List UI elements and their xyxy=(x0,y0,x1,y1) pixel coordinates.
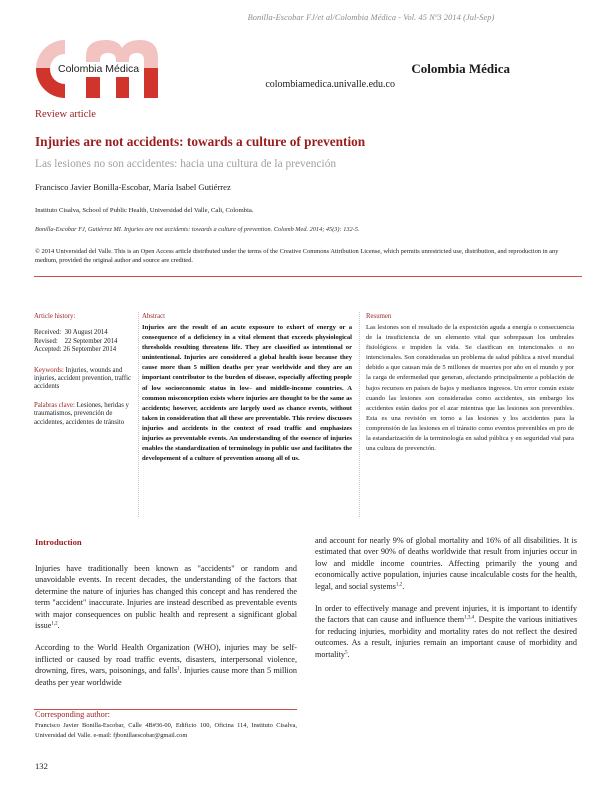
palabras-label: Palabras clave: xyxy=(34,401,75,409)
palabras-value: Lesiones, heridas y traumatismos, prevención de accidentes, accidentes de tránsito xyxy=(34,401,129,426)
column-separator xyxy=(138,312,139,517)
keywords xyxy=(34,367,134,392)
citation: Bonilla-Escobar FJ, Gutiérrez MI. Injuries are not accidents: towards a culture of prevention. Colomb Med. 2014; 45(3): 132-5. xyxy=(35,226,360,233)
history-accepted: Accepted: 26 September 2014 xyxy=(34,346,117,354)
journal-logo xyxy=(34,38,158,100)
journal-url[interactable]: colombiamedica.univalle.edu.co xyxy=(265,79,395,90)
article-title: Injuries are not accidents: towards a culture of prevention xyxy=(35,134,366,149)
running-head: Bonilla-Escobar FJ/et al/Colombia Médica - Vol. 45 Nº3 2014 (Jul-Sep) xyxy=(247,13,495,22)
abstract-heading: Abstract xyxy=(142,313,166,320)
article-title-spanish: Las lesiones no son accidentes: hacia una cultura de la prevención xyxy=(35,158,337,170)
history-list xyxy=(34,329,134,354)
authors: Francisco Javier Bonilla-Escobar, María Isabel Gutiérrez xyxy=(35,182,231,192)
paragraph: According to the World Health Organization (WHO), injuries may be self-inflicted or caused by road traffic events, disasters, interpersonal violence, drowning, fires, wars, poisonings, and falls$^1$. Injuries cause more than 5 million deaths per year worldwide xyxy=(35,643,297,687)
paragraph: In order to effectively manage and prevent injuries, it is important to identify the factors that can cause and influence them$^{1,3,4}$. Despite the various initiatives for reducing injuries, morbidity and mortality rates do not reflect the desired outcomes. As a result, injuries remain an important cause of morbidity and mortality$^5$. xyxy=(315,604,577,659)
introduction-heading: Introduction xyxy=(35,537,82,547)
header-divider xyxy=(34,276,582,277)
resumen-heading: Resumen xyxy=(366,313,392,320)
history-heading: Article history: xyxy=(34,313,76,320)
paragraph: and account for nearly 9% of global mortality and 16% of all disabilities. It is estimated that over 90% of deaths worldwide that result from injuries occur in low and middle income countries. Affecting primarily the young and economically active population, injuries cause incalculable costs for the health, legal, and social systems$^{1,2}$. xyxy=(315,536,577,591)
affiliation: Instituto Cisalva, School of Public Health, Universidad del Valle, Cali, Colombia. xyxy=(35,207,254,214)
abstract-english xyxy=(142,312,352,464)
history-revised: Revised: 22 September 2014 xyxy=(34,337,118,345)
resumen-text: Las lesiones son el resultado de la exposición aguda a energía o consecuencia de la insuficiencia de un elemento vital que sobrepasan los umbrales fisiológicos e impiden la vida. Se clasifican en intencionales o no intencionales. Son consideradas un problema de salud pública a nivel mundial debido a que causan más de 5 millones de muertes por año en el mundo y por la carga de enfermedad que generan, afectando principalmente a población de bajos recursos en países de bajos y medianos ingresos. Un error común existe cuando las lesiones son consideradas como accidentes, sin embargo los accidentes están dados por el azar mientras que las lesiones son prevenibles. Esta es una revisión en torno a las lesiones y los accidentes para la comprensión de las lesiones en el tránsito como eventos prevenibles en pro de la estandarización de la terminología en salud pública y en seguridad vial para una cultura de prevención. xyxy=(366,324,574,453)
keywords-label: Keywords: xyxy=(34,366,64,374)
keywords-value: Injuries, wounds and injuries, accident prevention, traffic accidents xyxy=(34,366,132,391)
logo-text: Colombia Médica xyxy=(58,63,140,75)
corresponding-author-details: Francisco Javier Bonilla-Escobar, Calle 4B#36-00, Edificio 100, Oficina 114, Instituto Cisalva, Universidad del Valle. e-mail: fjbonillaescobar@gmail.com xyxy=(35,722,297,739)
license-notice: © 2014 Universidad del Valle. This is an Open Access article distributed under the terms of the Creative Commons Attribution License, which permits unrestricted use, distribution, and reproduction in any medium, provided the original author and source are credited. xyxy=(35,248,559,264)
column-separator xyxy=(359,312,360,517)
history-received: Received: 30 August 2014 xyxy=(34,329,108,337)
article-type: Review article xyxy=(35,109,96,120)
article-info-sidebar xyxy=(34,313,134,427)
palabras-clave xyxy=(34,402,134,427)
journal-title: Colombia Médica xyxy=(411,61,510,76)
page-number: 132 xyxy=(35,761,48,771)
paragraph: Injuries have traditionally been known as "accidents" or random and unavoidable events. In recent decades, the understanding of the factors that determine the nature of injuries has changed this concept and has rendered the term "accident" inaccurate. Injuries are instead described as preventable events with major consequences on public health and represent a significant global issue$^{1,2}$. xyxy=(35,564,297,631)
corresponding-author-heading: Corresponding author: xyxy=(35,710,110,719)
introduction-right-column xyxy=(315,535,577,671)
introduction-left-column xyxy=(35,563,297,699)
abstract-text: Injuries are the result of an acute exposure to exhort of energy or a consequence of a deficiency in a vital element that exceeds physiological thresholds resulting threatens life. They are classified as intentional or unintentional. Injuries are considered a global health issue because they cause more than 5 million deaths per year worldwide and they are an important contributor to the burden of disease, especially affecting people of low socioeconomic status in low- and middle-income countries. A common misconception exists where injuries are thought to be the same as accidents; however, accidents are largely used as chance events, without taken in consideration that all these are preventable. This review discusses injuries and accidents in the context of road traffic and emphasizes injuries as preventable events. An understanding of the essence of injuries enables the standardization of terminology in public use and facilitates the developement of a culture of prevention among all of us. xyxy=(142,324,352,463)
abstract-spanish xyxy=(366,312,574,454)
